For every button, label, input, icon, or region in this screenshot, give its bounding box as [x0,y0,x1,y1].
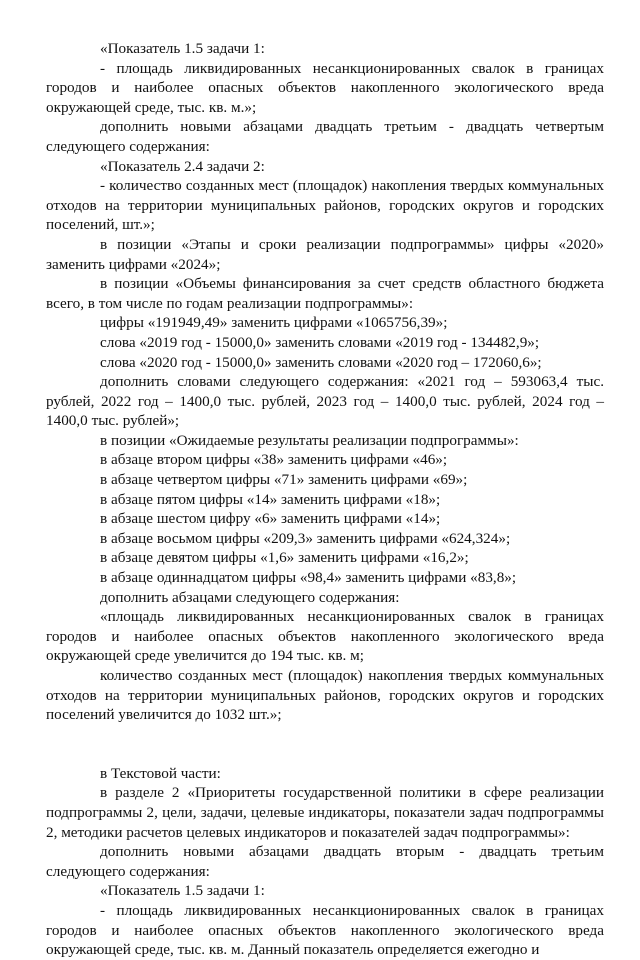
paragraph: дополнить новыми абзацами двадцать третьим - двадцать четвертым следующего содержания: [46,118,604,155]
paragraph: «площадь ликвидированных несанкционированных свалок в границах городов и наиболее опасных объектов накопленного экологического вреда окружающей среде увеличится до 194 тыс. кв. м; [46,608,604,665]
paragraph: «Показатель 1.5 задачи 1: [100,40,265,57]
paragraph: в абзаце пятом цифры «14» заменить цифрами «18»; [100,490,441,508]
paragraph: в абзаце четвертом цифры «71» заменить цифрами «69»; [100,471,468,489]
paragraph: в разделе 2 «Приоритеты государственной политики в сфере реализации подпрограммы 2, цели, задачи, целевые индикаторы, показатели задач подпрограммы 2, методики расчетов целевых индикаторов и показателей задач подпрограммы»: [46,784,604,841]
text-part-section [46,764,604,960]
paragraph: в абзаце одиннадцатом цифры «98,4» заменить цифрами «83,8»; [100,569,517,587]
section-gap [46,725,604,764]
paragraph: в абзаце шестом цифру «6» заменить цифрами «14»; [100,510,441,528]
paragraph: «Показатель 2.4 задачи 2: [100,157,265,175]
paragraph: в абзаце девятом цифры «1,6» заменить цифрами «16,2»; [100,549,469,567]
paragraph: цифры «191949,49» заменить цифрами «1065756,39»; [100,314,448,332]
paragraph: слова «2019 год - 15000,0» заменить словами «2019 год - 134482,9»; [100,333,540,351]
paragraph: в абзаце восьмом цифры «209,3» заменить цифрами «624,324»; [100,529,511,547]
paragraph: дополнить новыми абзацами двадцать вторым - двадцать третьим следующего содержания: [46,843,604,880]
paragraph: дополнить абзацами следующего содержания: [100,588,400,606]
paragraph: дополнить словами следующего содержания: «2021 год – 593063,4 тыс. рублей, 2022 год – 1400,0 тыс. рублей, 2023 год – 1400,0 тыс. рублей, 2024 год – 1400,0 тыс. рублей»; [46,373,604,430]
paragraph: слова «2020 год - 15000,0» заменить словами «2020 год – 172060,6»; [100,353,542,371]
paragraph: в позиции «Ожидаемые результаты реализации подпрограммы»: [100,431,519,449]
paragraph: - площадь ликвидированных несанкционированных свалок в границах городов и наиболее опасных объектов накопленного экологического вреда окружающей среде, тыс. кв. м. Данный показатель определяется ежегодно и [46,901,604,959]
paragraph: «Показатель 1.5 задачи 1: [100,882,265,900]
amendments-section [46,39,604,725]
paragraph: в позиции «Этапы и сроки реализации подпрограммы» цифры «2020» заменить цифрами «2024»; [46,235,604,273]
paragraph: - площадь ликвидированных несанкционированных свалок в границах городов и наиболее опасных объектов накопленного экологического вреда окружающей среде, тыс. кв. м.»; [46,59,604,116]
paragraph: в позиции «Объемы финансирования за счет средств областного бюджета всего, в том числе по годам реализации подпрограммы»: [46,275,604,312]
paragraph: - количество созданных мест (площадок) накопления твердых коммунальных отходов на территории муниципальных районов, городских округов и городских поселений, шт.»; [46,177,604,234]
paragraph: количество созданных мест (площадок) накопления твердых коммунальных отходов на территории муниципальных районов, городских округов и городских поселений увеличится до 1032 шт.»; [46,667,604,724]
paragraph: в Текстовой части: [100,764,221,782]
paragraph: в абзаце втором цифры «38» заменить цифрами «46»; [100,451,448,469]
